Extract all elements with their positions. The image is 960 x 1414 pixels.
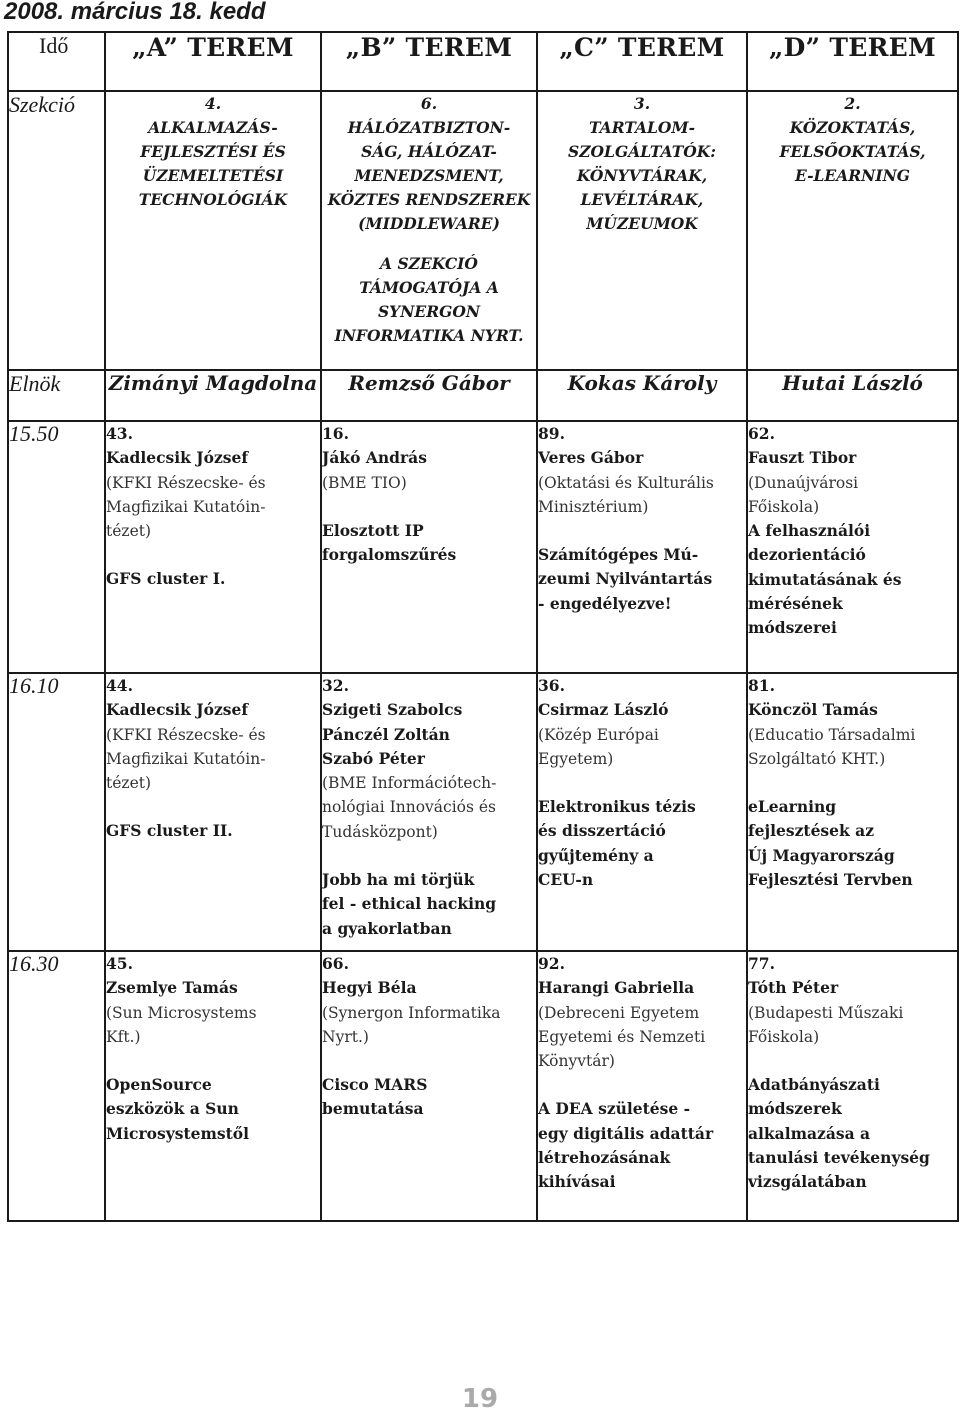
time-slot-row <box>8 421 958 673</box>
section-line: KÖZOKTATÁS, <box>789 118 916 137</box>
talk-title <box>748 519 957 640</box>
speaker-affiliation: (BME TIO) <box>322 473 407 492</box>
section-line: 3. <box>633 94 651 113</box>
section-line: ALKALMAZÁS- <box>148 118 278 137</box>
talk-title-line: Microsystemstől <box>106 1123 249 1143</box>
talk-title <box>106 1073 320 1146</box>
talk-title <box>748 1073 957 1194</box>
section-line: HÁLÓZATBIZTON- <box>347 118 511 137</box>
talk-title-line: mérésének <box>748 594 843 614</box>
speaker-name: Könczöl Tamás <box>748 700 878 720</box>
room-a-header: „A” TEREM <box>105 32 321 91</box>
time-label: 16.10 <box>9 673 59 698</box>
talk-title-line: módszerek <box>748 1099 842 1119</box>
talk-title-line: CEU-n <box>538 870 594 890</box>
section-cell <box>321 91 537 370</box>
talk-title-line: forgalomszűrés <box>322 545 457 565</box>
section-line: TARTALOM- <box>588 118 696 137</box>
speaker-affiliation: Főiskola) <box>748 1027 820 1046</box>
speaker-name: Jákó András <box>322 448 427 468</box>
speaker-name: Szigeti Szabolcs <box>322 700 463 720</box>
room-b-header: „B” TEREM <box>321 32 537 91</box>
time-label: 15.50 <box>9 421 59 446</box>
talk-title-line: OpenSource <box>106 1075 212 1095</box>
speaker-affiliation: (Oktatási és Kulturális <box>538 473 714 492</box>
speaker-affiliation: nológiai Innovációs és <box>322 798 497 817</box>
speaker-affiliation: Magfizikai Kutatóin- <box>106 749 266 768</box>
talk-number: 36. <box>538 676 565 695</box>
talk-title-line: és disszertáció <box>538 821 666 841</box>
chair-name: Kokas Károly <box>537 370 747 421</box>
header-row <box>8 32 958 91</box>
speaker-name: Fauszt Tibor <box>748 448 857 468</box>
section-cell <box>105 91 321 370</box>
talk-title-line: fejlesztések az <box>748 821 875 841</box>
talk-title-line: gyűjtemény a <box>538 845 654 865</box>
talk-title <box>748 795 957 892</box>
talk-title-line: Adatbányászati <box>748 1075 880 1095</box>
talk-title-line: a gyakorlatban <box>322 918 452 938</box>
talk-cell <box>321 421 537 673</box>
talk-number: 62. <box>748 424 775 443</box>
speaker-affiliation: tézet) <box>106 774 152 793</box>
talk-title-line: eLearning <box>748 797 837 817</box>
talk-title <box>538 795 746 892</box>
sponsor-line: INFORMATIKA NYRT. <box>334 326 524 345</box>
section-line: KÖZTES RENDSZEREK <box>327 190 531 209</box>
speaker-name: Zsemlye Tamás <box>106 978 238 998</box>
speaker-affiliation: Tudásközpont) <box>322 822 438 841</box>
talk-number: 32. <box>322 676 349 695</box>
room-d-header: „D” TEREM <box>747 32 958 91</box>
talk-number: 81. <box>748 676 775 695</box>
chair-label: Elnök <box>8 370 105 421</box>
talk-number: 92. <box>538 954 565 973</box>
section-line: E-LEARNING <box>795 166 910 185</box>
time-slot-row <box>8 951 958 1221</box>
talk-title <box>322 1073 536 1122</box>
talk-title-line: A felhasználói <box>748 521 871 541</box>
speaker-affiliation: (Budapesti Műszaki <box>748 1003 904 1022</box>
room-c-header: „C” TEREM <box>537 32 747 91</box>
speaker-affiliation: (Dunaújvárosi <box>748 473 859 492</box>
page-number: 19 <box>461 1384 499 1414</box>
talk-title-line: vizsgálatában <box>748 1172 867 1192</box>
talk-cell <box>537 421 747 673</box>
talk-title <box>322 868 536 941</box>
section-line: SZOLGÁLTATÓK: <box>568 142 716 161</box>
speaker-affiliation: (KFKI Részecske- és <box>106 725 266 744</box>
speaker-name: Kadlecsik József <box>106 448 249 468</box>
speaker-name: Csirmaz László <box>538 700 669 720</box>
sponsor-line: TÁMOGATÓJA A <box>359 278 499 297</box>
talk-title-line: dezorientáció <box>748 545 866 565</box>
speaker-affiliation: Magfizikai Kutatóin- <box>106 497 266 516</box>
talk-number: 66. <box>322 954 349 973</box>
talk-title-line: létrehozásának <box>538 1148 671 1168</box>
time-slot <box>8 951 105 1221</box>
speaker-affiliation: tézet) <box>106 522 152 541</box>
talk-title-line: kihívásai <box>538 1172 616 1192</box>
talk-title-line: alkalmazása a <box>748 1123 871 1143</box>
talk-cell <box>105 421 321 673</box>
section-line: (MIDDLEWARE) <box>358 214 500 233</box>
time-slot-row <box>8 673 958 951</box>
section-line: 2. <box>844 94 861 113</box>
section-line: TECHNOLÓGIÁK <box>138 190 288 209</box>
speaker-affiliation: (Debreceni Egyetem <box>538 1003 700 1022</box>
talk-cell <box>105 673 321 951</box>
speaker-affiliation: Könyvtár) <box>538 1052 615 1071</box>
talk-title <box>106 567 320 591</box>
speaker-affiliation: (BME Információtech- <box>322 774 497 793</box>
talk-title-line: eszközök a Sun <box>106 1099 239 1119</box>
talk-title-line: Új Magyarország <box>748 845 895 865</box>
talk-title <box>106 819 320 843</box>
section-cell <box>537 91 747 370</box>
speaker-name: Szabó Péter <box>322 748 425 768</box>
talk-number: 45. <box>106 954 133 973</box>
section-line: FELSŐOKTATÁS, <box>779 142 926 161</box>
talk-cell <box>321 951 537 1221</box>
speaker-name: Tóth Péter <box>748 978 839 998</box>
talk-number: 77. <box>748 954 775 973</box>
talk-title-line: tanulási tevékenység <box>748 1148 930 1168</box>
talk-title-line: GFS cluster I. <box>106 569 226 589</box>
speaker-name: Veres Gábor <box>538 448 644 468</box>
speaker-affiliation: Egyetemi és Nemzeti <box>538 1027 706 1046</box>
section-line: FEJLESZTÉSI ÉS <box>140 142 286 161</box>
talk-title-line: Elosztott IP <box>322 520 424 540</box>
time-column-header: Idő <box>8 32 105 91</box>
talk-title <box>322 519 536 568</box>
time-slot <box>8 421 105 673</box>
speaker-affiliation: Minisztérium) <box>538 497 649 516</box>
sponsor-line: A SZEKCIÓ <box>380 254 478 273</box>
talk-cell <box>321 673 537 951</box>
talk-title-line: - engedélyezve! <box>538 593 672 613</box>
talk-cell <box>747 951 958 1221</box>
time-slot <box>8 673 105 951</box>
speaker-name: Harangi Gabriella <box>538 978 695 998</box>
chair-row <box>8 370 958 421</box>
talk-cell <box>537 951 747 1221</box>
program-table <box>7 31 959 1222</box>
talk-number: 44. <box>106 676 133 695</box>
speaker-name: Pánczél Zoltán <box>322 724 450 744</box>
talk-title-line: Jobb ha mi törjük <box>322 870 475 890</box>
chair-name: Remzső Gábor <box>321 370 537 421</box>
section-line: 6. <box>420 94 438 113</box>
section-line: SÁG, HÁLÓZAT- <box>361 142 497 161</box>
page-date: 2008. március 18. kedd <box>4 0 266 25</box>
talk-title-line: fel - ethical hacking <box>322 894 497 914</box>
talk-title-line: Cisco MARS <box>322 1075 428 1095</box>
speaker-affiliation: (Educatio Társadalmi <box>748 725 916 744</box>
talk-number: 89. <box>538 424 565 443</box>
talk-title-line: módszerei <box>748 618 837 638</box>
speaker-name: Kadlecsik József <box>106 700 249 720</box>
talk-title <box>538 1097 746 1194</box>
speaker-affiliation: Nyrt.) <box>322 1027 369 1046</box>
section-label: Szekció <box>8 91 105 370</box>
section-line: ÜZEMELTETÉSI <box>142 166 284 185</box>
talk-title-line: Elektronikus tézis <box>538 797 696 817</box>
speaker-name: Hegyi Béla <box>322 978 417 998</box>
section-line: MENEDZSMENT, <box>354 166 504 185</box>
talk-title-line: A DEA születése - <box>538 1099 691 1119</box>
talk-cell <box>537 673 747 951</box>
talk-cell <box>105 951 321 1221</box>
section-line: 4. <box>204 94 222 113</box>
chair-name: Zimányi Magdolna <box>105 370 321 421</box>
speaker-affiliation: Kft.) <box>106 1027 141 1046</box>
talk-title-line: kimutatásának és <box>748 569 902 589</box>
talk-cell <box>747 673 958 951</box>
speaker-affiliation: (Synergon Informatika <box>322 1003 501 1022</box>
speaker-affiliation: (KFKI Részecske- és <box>106 473 266 492</box>
talk-title-line: zeumi Nyilvántartás <box>538 569 713 589</box>
sponsor-line: SYNERGON <box>377 302 481 321</box>
speaker-affiliation: (Közép Európai <box>538 725 659 744</box>
talk-number: 43. <box>106 424 133 443</box>
chair-name: Hutai László <box>747 370 958 421</box>
talk-title-line: egy digitális adattár <box>538 1123 714 1143</box>
talk-title-line: Számítógépes Mú- <box>538 545 699 565</box>
talk-title-line: Fejlesztési Tervben <box>748 870 913 890</box>
section-line: MÚZEUMOK <box>586 214 698 233</box>
time-label: 16.30 <box>9 951 59 976</box>
talk-cell <box>747 421 958 673</box>
section-row <box>8 91 958 370</box>
talk-title-line: GFS cluster II. <box>106 821 233 841</box>
section-line: KÖNYVTÁRAK, <box>576 166 708 185</box>
section-cell <box>747 91 958 370</box>
speaker-affiliation: Egyetem) <box>538 749 614 768</box>
section-line: LEVÉLTÁRAK, <box>580 190 704 209</box>
section-sponsor <box>322 252 536 348</box>
talk-title-line: bemutatása <box>322 1099 424 1119</box>
speaker-affiliation: (Sun Microsystems <box>106 1003 257 1022</box>
speaker-affiliation: Szolgáltató KHT.) <box>748 749 886 768</box>
talk-number: 16. <box>322 424 349 443</box>
talk-title <box>538 543 746 616</box>
speaker-affiliation: Főiskola) <box>748 497 820 516</box>
